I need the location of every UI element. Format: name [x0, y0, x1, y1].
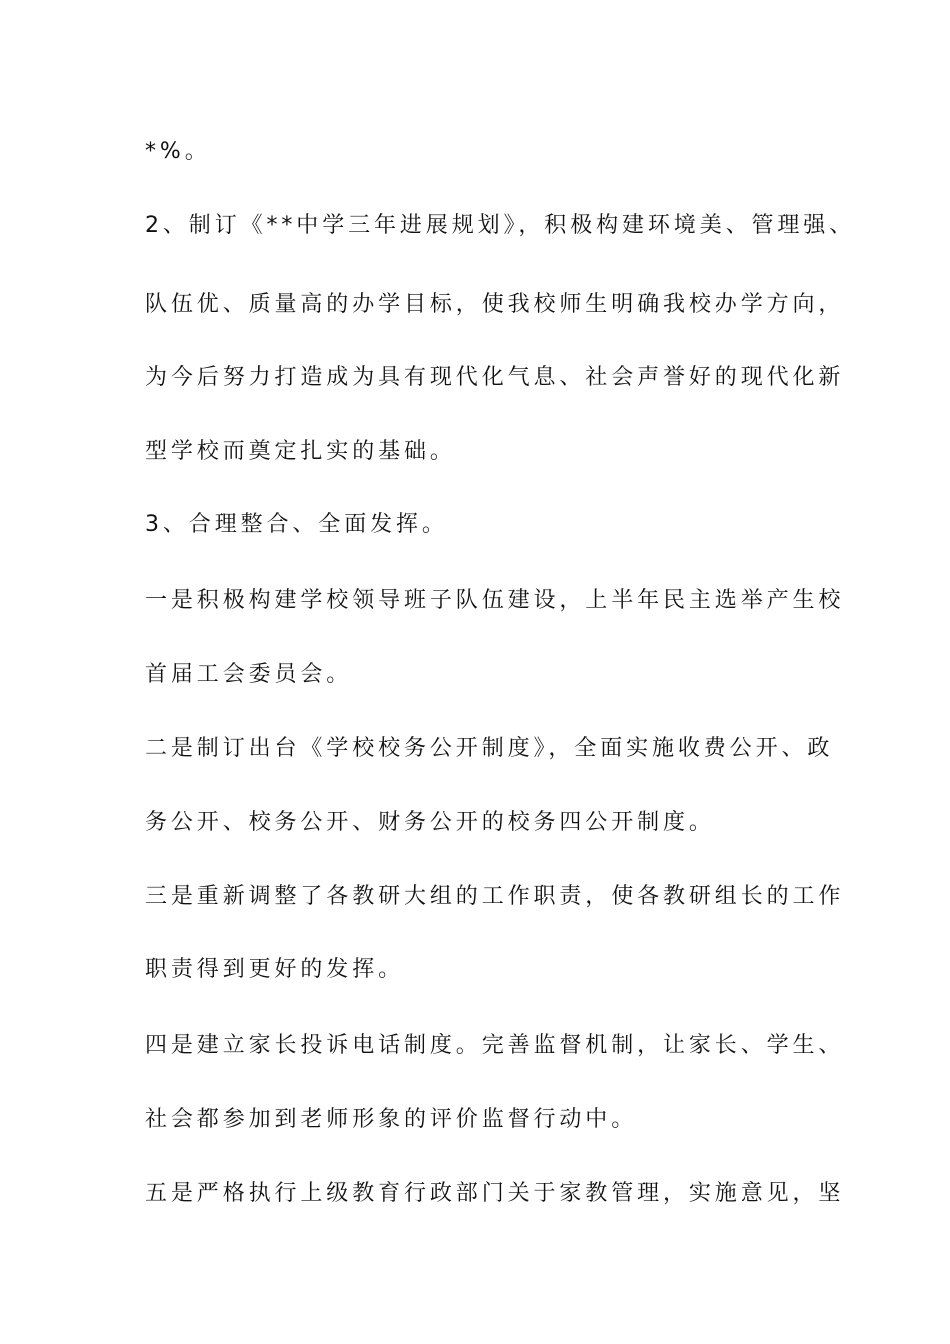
text-line: 型学校而奠定扎实的基础。 [145, 439, 456, 464]
text-line: 队伍优、质量高的办学目标，使我校师生明确我校办学方向， [145, 292, 845, 317]
text-line: 2、制订《**中学三年进展规划》，积极构建环境美、管理强、 [145, 213, 856, 238]
text-line: 务公开、校务公开、财务公开的校务四公开制度。 [145, 810, 715, 835]
text-line: 三是重新调整了各教研大组的工作职责，使各教研组长的工作 [145, 884, 845, 909]
text-line: *%。 [145, 139, 211, 164]
text-line: 为今后努力打造成为具有现代化气息、社会声誉好的现代化新 [145, 365, 845, 390]
text-line: 一是积极构建学校领导班子队伍建设，上半年民主选举产生校 [145, 588, 845, 613]
text-line: 首届工会委员会。 [145, 662, 353, 687]
text-line: 社会都参加到老师形象的评价监督行动中。 [145, 1107, 638, 1132]
text-line: 四是建立家长投诉电话制度。完善监督机制，让家长、学生、 [145, 1033, 845, 1058]
text-line: 3、合理整合、全面发挥。 [145, 512, 448, 537]
text-line: 五是严格执行上级教育行政部门关于家教管理，实施意见，坚 [145, 1181, 845, 1206]
text-line: 二是制订出台《学校校务公开制度》，全面实施收费公开、政 [145, 736, 834, 761]
text-line: 职责得到更好的发挥。 [145, 957, 405, 982]
